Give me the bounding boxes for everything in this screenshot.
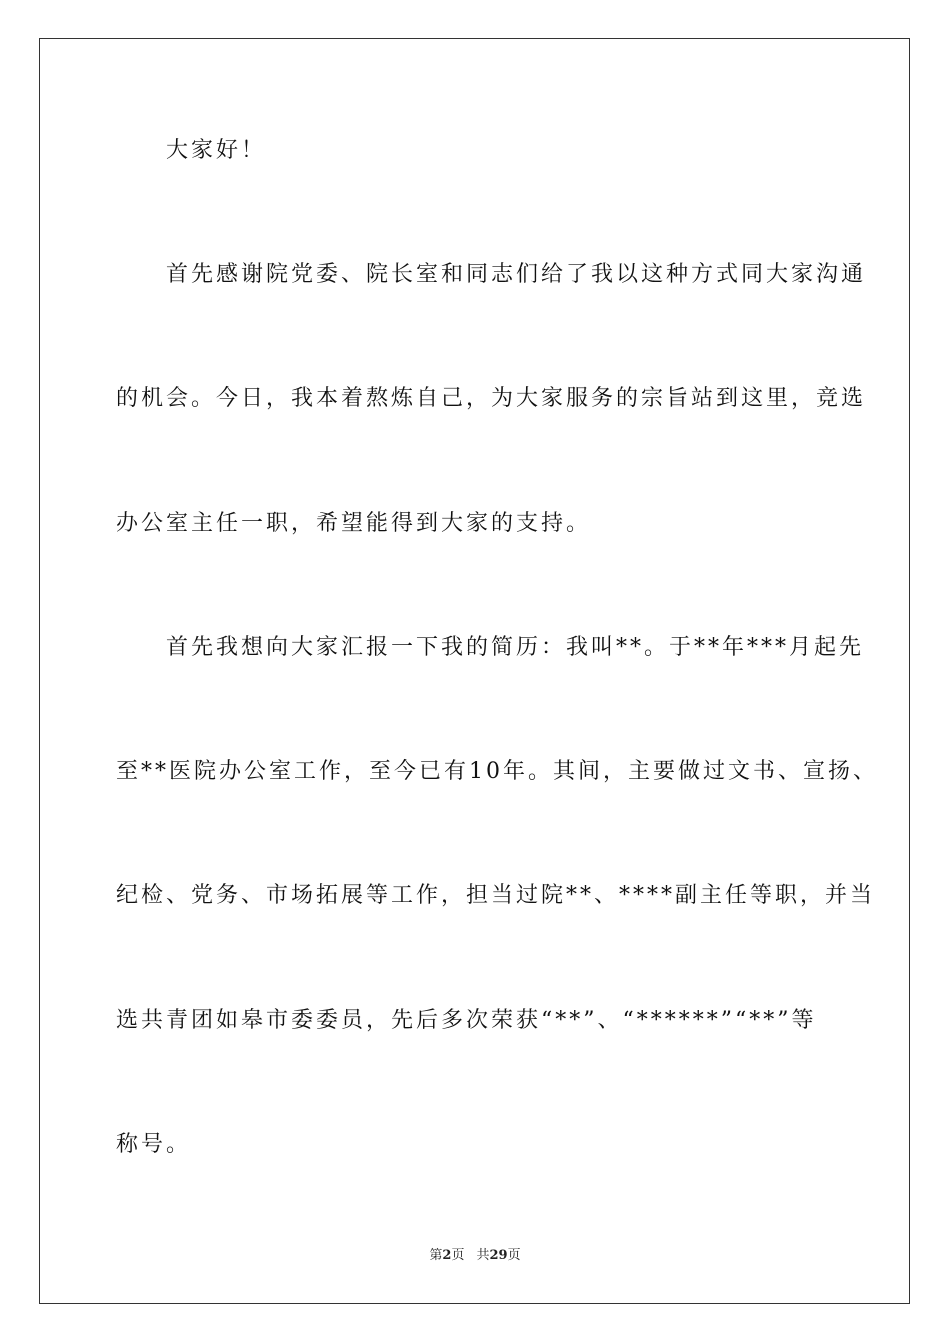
paragraph-1-line-2: 的机会。今日，我本着熬炼自己，为大家服务的宗旨站到这里，竞选	[116, 386, 867, 411]
total-pages: 29	[489, 1248, 508, 1263]
page-prefix: 第	[429, 1248, 443, 1263]
paragraph-2-line-3: 纪检、党务、市场拓展等工作，担当过院**、****副主任等职，并当	[116, 883, 876, 908]
paragraph-2-line-4: 选共青团如皋市委委员，先后多次荣获“**”、“******”“**”等	[116, 1008, 817, 1033]
paragraph-2-line-2: 至**医院办公室工作，至今已有10年。其间，主要做过文书、宣扬、	[116, 759, 878, 784]
paragraph-1-line-1: 首先感谢院党委、院长室和同志们给了我以这种方式同大家沟通	[166, 262, 867, 287]
greeting-line: 大家好！	[166, 138, 267, 163]
total-suffix: 页	[507, 1248, 521, 1263]
paragraph-2-line-1: 首先我想向大家汇报一下我的简历：我叫**。于**年***月起先	[166, 635, 865, 660]
total-prefix: 共	[476, 1248, 490, 1263]
page-border	[39, 38, 910, 1304]
page-footer	[0, 1247, 950, 1265]
paragraph-2-line-5: 称号。	[116, 1132, 192, 1157]
page-suffix: 页	[451, 1248, 465, 1263]
paragraph-1-line-3: 办公室主任一职，希望能得到大家的支持。	[116, 511, 592, 536]
page-number: 2	[442, 1248, 452, 1263]
